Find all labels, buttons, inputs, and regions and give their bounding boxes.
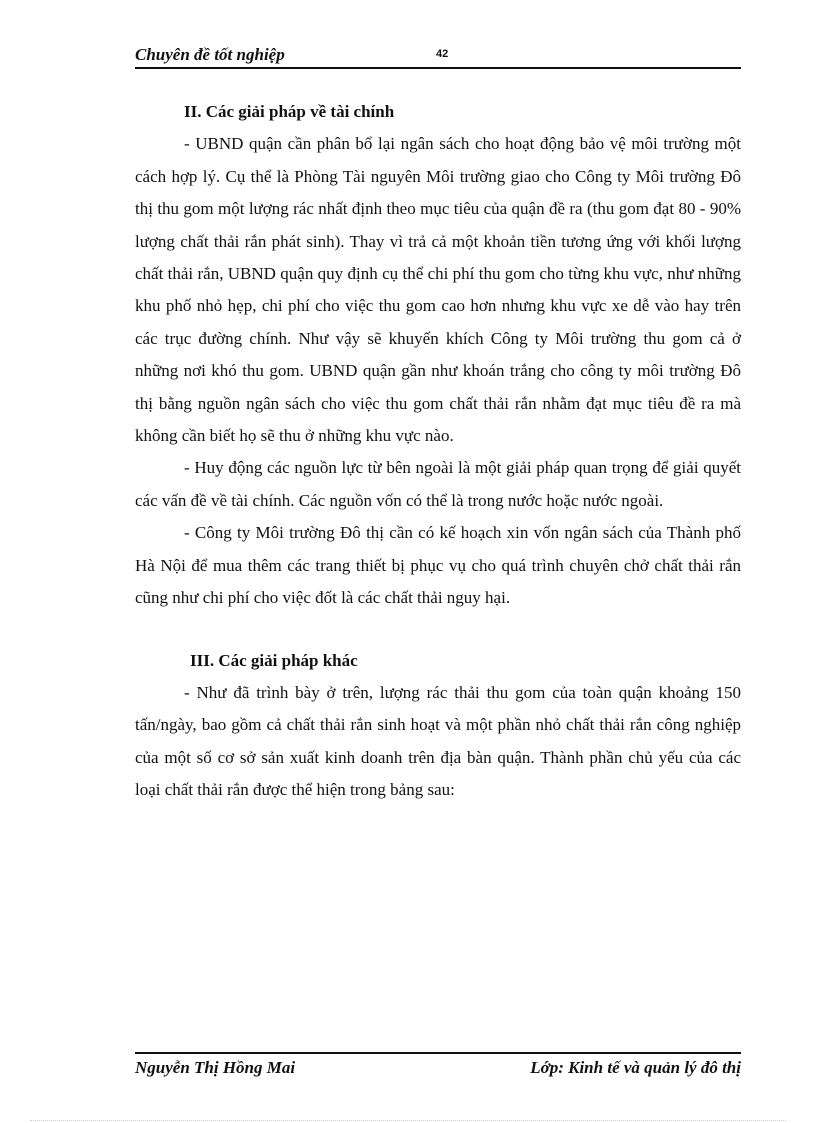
paragraph-capital-request: - Công ty Môi trường Đô thị cần có kế hoạch xin vốn ngân sách của Thành phố Hà Nội để mua thêm các trang thiết bị phục vụ cho quá trình chuyên chở chất thải rắn cũng như chi phí cho việc đốt là các chất thải nguy hại.: [135, 523, 741, 608]
footer-author: Nguyễn Thị Hồng Mai: [135, 1058, 296, 1077]
page-number: 42: [436, 48, 449, 60]
section-heading-finance: II. Các giải pháp về tài chính: [184, 102, 395, 121]
header-title: Chuyên đề tốt nghiệp: [135, 45, 285, 64]
document-body: [135, 96, 741, 807]
footer-rule: [135, 1052, 741, 1054]
section-heading-other: III. Các giải pháp khác: [190, 650, 358, 670]
header-rule: [135, 67, 741, 69]
page-bottom-dotted-line: [30, 1120, 786, 1121]
paragraph-waste-volume: - Như đã trình bày ở trên, lượng rác thải thu gom của toàn quận khoảng 150 tấn/ngày, bao gồm cả chất thải rắn sinh hoạt và một phần nhỏ chất thải rắn công nghiệp của một số cơ sở sản xuất kinh doanh trên địa bàn quận. Thành phần chủ yếu của các loại chất thải rắn được thể hiện trong bảng sau:: [135, 682, 741, 800]
footer-class: Lớp: Kinh tế và quản lý đô thị: [530, 1058, 741, 1077]
paragraph-external-resources: - Huy động các nguồn lực từ bên ngoài là một giải pháp quan trọng để giải quyết các vấn đề về tài chính. Các nguồn vốn có thể là trong nước hoặc nước ngoài.: [135, 458, 741, 510]
paragraph-budget: - UBND quận cần phân bổ lại ngân sách cho hoạt động bảo vệ môi trường một cách hợp lý. Cụ thể là Phòng Tài nguyên Môi trường giao cho Công ty Môi trường Đô thị thu gom một lượng rác nhất định theo mục tiêu của quận đề ra (thu gom đạt 80 - 90% lượng chất thải rắn phát sinh). Thay vì trả cả một khoản tiền tương ứng với khối lượng chất thải rắn, UBND quận quy định cụ thể chi phí thu gom cho từng khu vực, như những khu phố nhỏ hẹp, chi phí cho việc thu gom cao hơn nhưng khu vực xe dễ vào hay trên các trục đường chính. Như vậy sẽ khuyến khích Công ty Môi trường thu gom cả ở những nơi khó thu gom. UBND quận gần như khoán trắng cho công ty môi trường Đô thị bằng nguồn ngân sách cho việc thu gom chất thải rắn nhằm đạt mục tiêu đề ra mà không cần biết họ sẽ thu ở những khu vực nào.: [135, 134, 741, 446]
